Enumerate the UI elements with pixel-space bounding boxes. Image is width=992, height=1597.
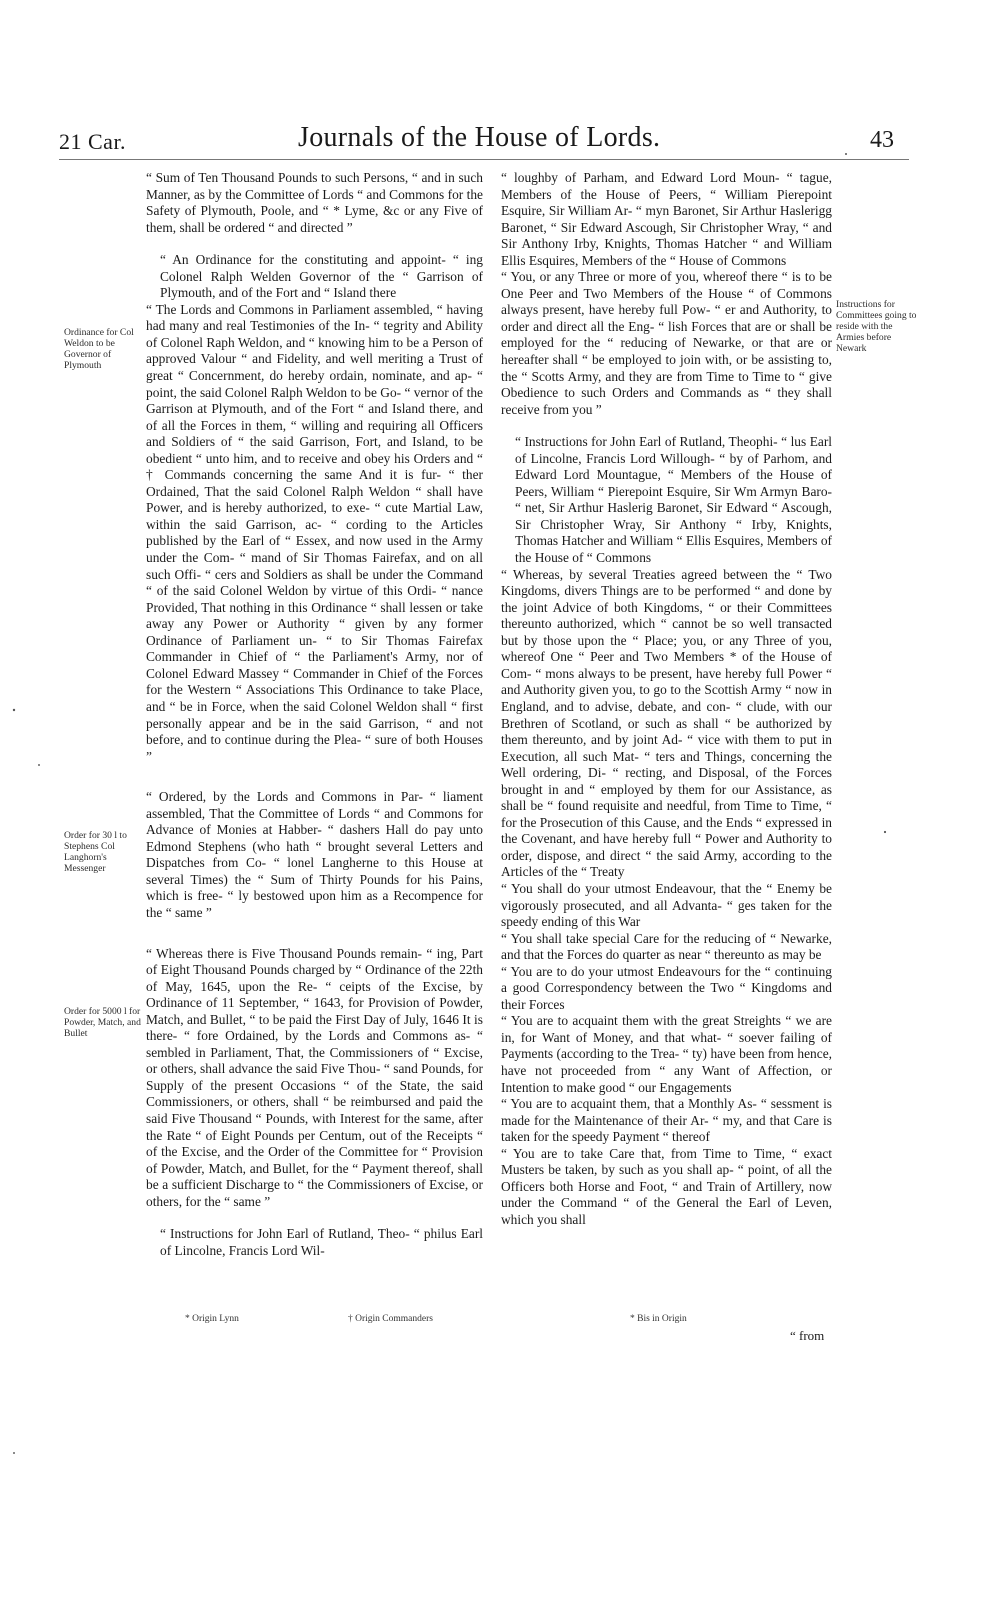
paragraph-correspondency: “ You are to do your utmost Endeavours for the “ continuing a good Correspondency between the Two “ Kingdoms and their Forces: [501, 963, 832, 1012]
instructions-title-continued: “ loughby of Parham, and Edward Lord Moun- “ tague, Members of the House of Peers, “ William Pierepoint Esquire, Sir William Ar- “ myn Baronet, Sir Arthur Haslerigg Baronet, “ Sir Edward Ascough, Sir Christopher Wray, “ and Sir Anthony Irby, Knights, Thomas Hatcher “ and William Ellis Esquires, Members of the “ House of Commons: [501, 170, 832, 268]
header-rule: [59, 159, 909, 160]
paragraph-newarke: “ You shall take special Care for the reducing of “ Newarke, and that the Forces do quarter as near “ thereunto as may be: [501, 930, 832, 963]
paragraph-streights: “ You are to acquaint them with the great Streights “ we are in, for Want of Money, and that what- “ soever failing of Payments (according to the Trea- “ ty) have been from hence, have not proceeded from “ any Want of Affection, or Intention to make good “ our Engagements: [501, 1013, 832, 1095]
paragraph-five-thousand-pounds: “ Whereas there is Five Thousand Pounds remain- “ ing, Part of Eight Thousand Pounds charged by “ Ordinance of the 22th of May, 1645, upon the Re- “ ceipts of the Excise, by Ordinance of 11 September, “ 1643, for Provision of Powder, Match, and Bullet, “ to be paid the First Day of July, 1646 It is there- “ fore Ordained, by the Lords and Commons as- “ sembled in Parliament, That, the Commissioners of “ Excise, or others, shall advance the said Five Thou- “ sand Pounds, for Supply of the present Occasions “ of the State, the said Commissioners, or others, shall “ be reimbursed and paid the said Five Thousand “ Pounds, with Interest for the same, after the Rate “ of Eight Pounds per Centum, out of the Receipts “ of the Excise, and the Order of the Committee for “ Provision of Powder, Match, and Bullet, for the “ Payment thereof, shall be a sufficient Discharge to “ the Commissioners of Excise, or others, for the “ same ”: [146, 945, 483, 1209]
margin-note-instructions: Instructions for Committees going to reside with the Armies before Newark: [836, 299, 917, 354]
margin-note-weldon: Ordinance for Col Weldon to be Governor of Plymouth: [64, 327, 134, 371]
margin-note-powder: Order for 5000 l for Powder, Match, and Bullet: [64, 1006, 141, 1039]
paragraph-weldon-ordinance: “ The Lords and Commons in Parliament assembled, “ having had many and real Testimonies of the In- “ tegrity and Ability of Colonel Raph Weldon, and “ knowing him to be a Person of approved Valour “ and Fidelity, and well meriting a Trust of great “ Concernment, do hereby ordain, nominate, and ap- “ point, the said Colonel Ralph Weldon to be Go- “ vernor of the Garrison at Plymouth, and of the Fort “ and Island there, and of all the Forces in them, “ willing and requiring all Officers and Soldiers of “ the said Garrison, Fort, and Island, to be obedient “ unto him, and to receive and obey his Orders and “ † Commands concerning the same And it is fur- “ ther Ordained, That the said Colonel Ralph Weldon “ shall have Power, and is hereby authorized, to exe- “ cute Martial Law, within the said Garrison, ac- “ cording to the Articles published by the Earl of “ Essex, and now used in the Army under the Com- “ mand of Sir Thomas Fairefax, and on all such Offi- “ cers and Soldiers as shall be under the Command “ of the said Colonel Weldon by virtue of this Ordi- “ nance Provided, That nothing in this Ordinance “ shall lessen or take away any Power or Authority “ given by any former Ordinance of Parliament un- “ to Sir Thomas Fairefax Commander in Chief of “ the Parliament's Army, nor of Colonel Edward Massey “ Commander in Chief of the Forces for the Western “ Associations This Ordinance to take Place, and “ be in Force, when the said Colonel Weldon shall “ first personally appear and be in the said Garrison, “ and not before, and to continue during the Plea- “ sure of both Houses ”: [146, 301, 483, 764]
right-column: [501, 170, 832, 1228]
left-column: [146, 170, 483, 1259]
paragraph-assessment: “ You are to acquaint them, that a Monthly As- “ sessment is made for the Maintenance of their Ar- “ my, and that Care is taken for the speedy Payment “ thereof: [501, 1096, 832, 1145]
footnote-commanders: † Origin Commanders: [348, 1314, 433, 1324]
page-number: 43: [870, 127, 894, 153]
paragraph-stephens-order: “ Ordered, by the Lords and Commons in Par- “ liament assembled, That the Committee of Lords “ and Commons for Advance of Monies at Habber- “ dashers Hall do pay unto Edmond Stephens (who hath “ brought several Letters and Dispatches from Co- “ lonel Langherne to this House at several Times) the “ Sum of Thirty Pounds for his Pains, which is free- “ ly bestowed upon him as a Recompence for the “ same ”: [146, 789, 483, 920]
margin-note-stephens: Order for 30 l to Stephens Col Langhorn's Messenger: [64, 830, 127, 874]
paragraph-sum-ten-thousand: “ Sum of Ten Thousand Pounds to such Persons, “ and in such Manner, as by the Committee of Lords “ and Commons for the Safety of Plymouth, Poole, and “ * Lyme, &c or any Five of them, shall be ordered “ and directed ”: [146, 170, 483, 235]
ordinance-title-weldon: “ An Ordinance for the constituting and appoint- “ ing Colonel Ralph Welden Governor of the “ Garrison of Plymouth, and of the Fort and “ Island there: [160, 252, 483, 301]
paragraph-newark-forces: “ You, or any Three or more of you, whereof there “ is to be One Peer and Two Members of the House “ of Commons always present, have hereby full Pow- “ er and Authority, to order and direct all the Eng- “ lish Forces that are or shall be employed for the “ reducing of Newarke, or that are or hereafter shall “ be employed to join with, or be assisting to, the “ Scotts Army, and they are from Time to Time to “ give Obedience to such Orders and Commands as “ they shall receive from you ”: [501, 269, 832, 417]
paragraph-musters: “ You are to take Care that, from Time to Time, “ exact Musters be taken, by such as you shall ap- “ point, of all the Officers both Horse and Foot, “ and Train of Artillery, now under the Command “ of the General the Earl of Leven, which you shall: [501, 1145, 832, 1227]
instructions-title-start: “ Instructions for John Earl of Rutland, Theo- “ philus Earl of Lincolne, Francis Lord Wil-: [160, 1226, 483, 1258]
paragraph-treaties: “ Whereas, by several Treaties agreed between the “ Two Kingdoms, divers Things are to be performed “ and done by the joint Advice of both Kingdoms, “ or their Committees thereunto authorized, which “ cannot be so well transacted but by those upon the “ Place; you, or any Three of you, whereof One “ Peer and Two Members * of the House of Com- “ mons always to be present, have hereby full Power “ and Authority given you, to go to the Scottish Army “ now in England, and to advise, debate, and con- “ clude, with our Brethren of Scotland, or such as shall “ be authorized by them thereunto, and by joint Ad- “ vice with them to put in Execution, all such Mat- “ ters and Things, concerning the Well ordering, Di- “ recting, and Disposal, of the Forces brought in and “ employed by them for our Assistance, as shall be “ found requisite and needful, from Time to Time, “ for the Prosecution of this Cause, and the Ends “ expressed in the Covenant, and have hereby full “ Power and Authority to order, dispose, and direct “ the said Army, according to the Articles of the “ Treaty: [501, 566, 832, 880]
running-head-regnal-year: 21 Car.: [59, 129, 127, 154]
running-head-title: Journals of the House of Lords.: [298, 122, 661, 153]
instructions-title-second: “ Instructions for John Earl of Rutland, Theophi- “ lus Earl of Lincolne, Francis Lord Willough- “ by of Parhom, and Edward Lord Mountague, “ Members of the House of Peers, William “ Pierepoint Esquire, Sir Wm Armyn Baro- “ net, Sir Arthur Haslerig Baronet, Sir Edward “ Ascough, Sir Christopher Wray, Sir Anthony “ Irby, Knights, Thomas Hatcher and William “ Ellis Esquires, Members of the House of “ Commons: [515, 434, 832, 566]
footnote-lynn: * Origin Lynn: [185, 1314, 239, 1324]
footnote-bis: * Bis in Origin: [630, 1314, 687, 1324]
catchword: “ from: [790, 1328, 825, 1343]
paragraph-endeavour: “ You shall do your utmost Endeavour, that the “ Enemy be vigorously prosecuted, and all Advanta- “ ges taken for the speedy ending of this War: [501, 880, 832, 930]
